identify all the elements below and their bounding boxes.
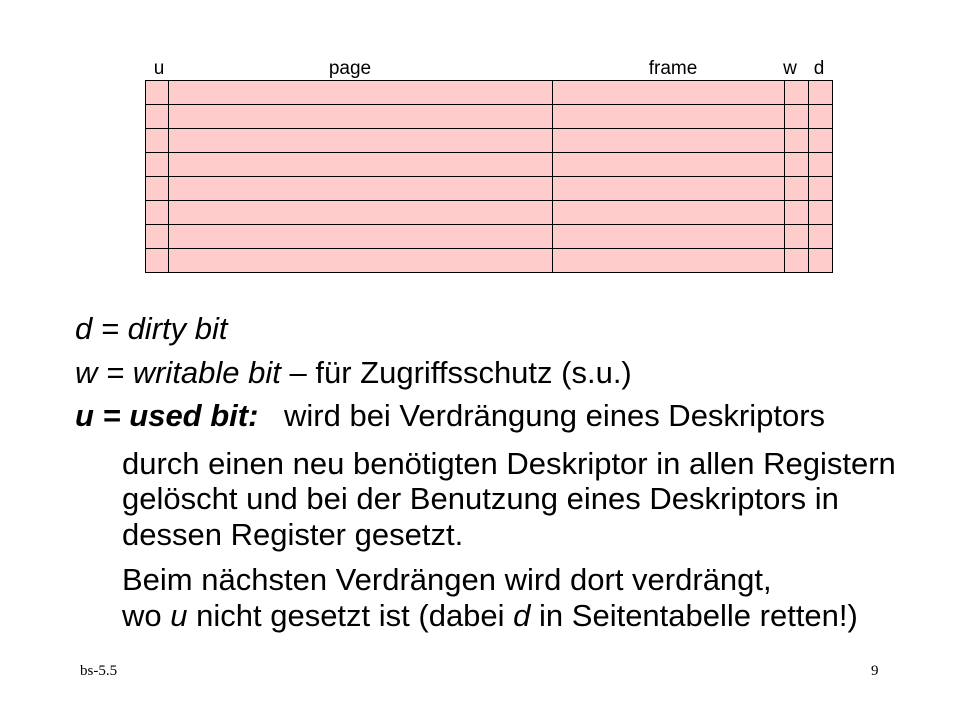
column-header-frame: frame (648, 58, 698, 79)
used-bit-text-line-1: wird bei Verdrängung eines Deskriptors (284, 398, 826, 433)
used-bit-cell (146, 225, 169, 249)
used-bit-cell (146, 201, 169, 225)
register-row (146, 129, 833, 153)
column-header-d: d (813, 58, 825, 79)
register-row (146, 81, 833, 105)
frame-cell (553, 105, 785, 129)
page-cell (169, 201, 553, 225)
dirty-bit-cell (809, 225, 833, 249)
replacement-text-part: nicht gesetzt ist (dabei (187, 598, 514, 633)
register-row (146, 105, 833, 129)
writable-bit-term: w = writable bit (75, 355, 281, 390)
dirty-bit-cell (809, 201, 833, 225)
frame-cell (553, 201, 785, 225)
dirty-bit-cell (809, 153, 833, 177)
register-row (146, 249, 833, 273)
dirty-bit-cell (809, 177, 833, 201)
used-bit-cell (146, 153, 169, 177)
writable-bit-cell (785, 129, 809, 153)
writable-bit-cell (785, 201, 809, 225)
replacement-text-part: in Seitentabelle retten!) (530, 598, 858, 633)
writable-bit-cell (785, 177, 809, 201)
dirty-bit-cell (809, 81, 833, 105)
used-bit-term: u = used bit: (75, 398, 259, 433)
used-bit-cell (146, 129, 169, 153)
writable-bit-cell (785, 249, 809, 273)
column-header-w: w (783, 58, 797, 79)
page-cell (169, 177, 553, 201)
used-bit-text-line-2: durch einen neu benötigten Deskriptor in allen Registern (122, 446, 896, 481)
used-bit-text-line-4: dessen Register gesetzt. (122, 517, 464, 552)
descriptor-register-table (145, 80, 833, 273)
slide-footer-label: bs-5.5 (80, 663, 118, 679)
writable-bit-definition (75, 355, 632, 391)
page-cell (169, 129, 553, 153)
writable-bit-cell (785, 81, 809, 105)
used-bit-cell (146, 177, 169, 201)
writable-bit-cell (785, 105, 809, 129)
frame-cell (553, 249, 785, 273)
used-bit-cell (146, 105, 169, 129)
frame-cell (553, 177, 785, 201)
frame-cell (553, 81, 785, 105)
register-row (146, 153, 833, 177)
replacement-text-line-2 (122, 598, 858, 634)
used-bit-symbol: u (170, 598, 188, 633)
used-bit-text-line-3: gelöscht und bei der Benutzung eines Deskriptors in (122, 481, 839, 516)
writable-bit-cell (785, 153, 809, 177)
column-header-page: page (328, 58, 372, 79)
writable-bit-text: – für Zugriffsschutz (s.u.) (280, 355, 632, 390)
writable-bit-cell (785, 225, 809, 249)
dirty-bit-cell (809, 249, 833, 273)
slide-page-number: 9 (871, 663, 879, 679)
used-bit-cell (146, 249, 169, 273)
register-row (146, 177, 833, 201)
page-cell (169, 81, 553, 105)
page-cell (169, 225, 553, 249)
used-bit-cell (146, 81, 169, 105)
register-row (146, 225, 833, 249)
page-cell (169, 249, 553, 273)
page-cell (169, 153, 553, 177)
page-cell (169, 105, 553, 129)
frame-cell (553, 129, 785, 153)
dirty-bit-definition: d = dirty bit (75, 311, 228, 346)
replacement-text-line-1: Beim nächsten Verdrängen wird dort verdrängt, (122, 562, 772, 597)
register-row (146, 201, 833, 225)
frame-cell (553, 153, 785, 177)
column-header-u: u (153, 58, 165, 79)
frame-cell (553, 225, 785, 249)
dirty-bit-cell (809, 129, 833, 153)
dirty-bit-cell (809, 105, 833, 129)
replacement-text-part: wo (122, 598, 171, 633)
dirty-bit-symbol: d (513, 598, 531, 633)
